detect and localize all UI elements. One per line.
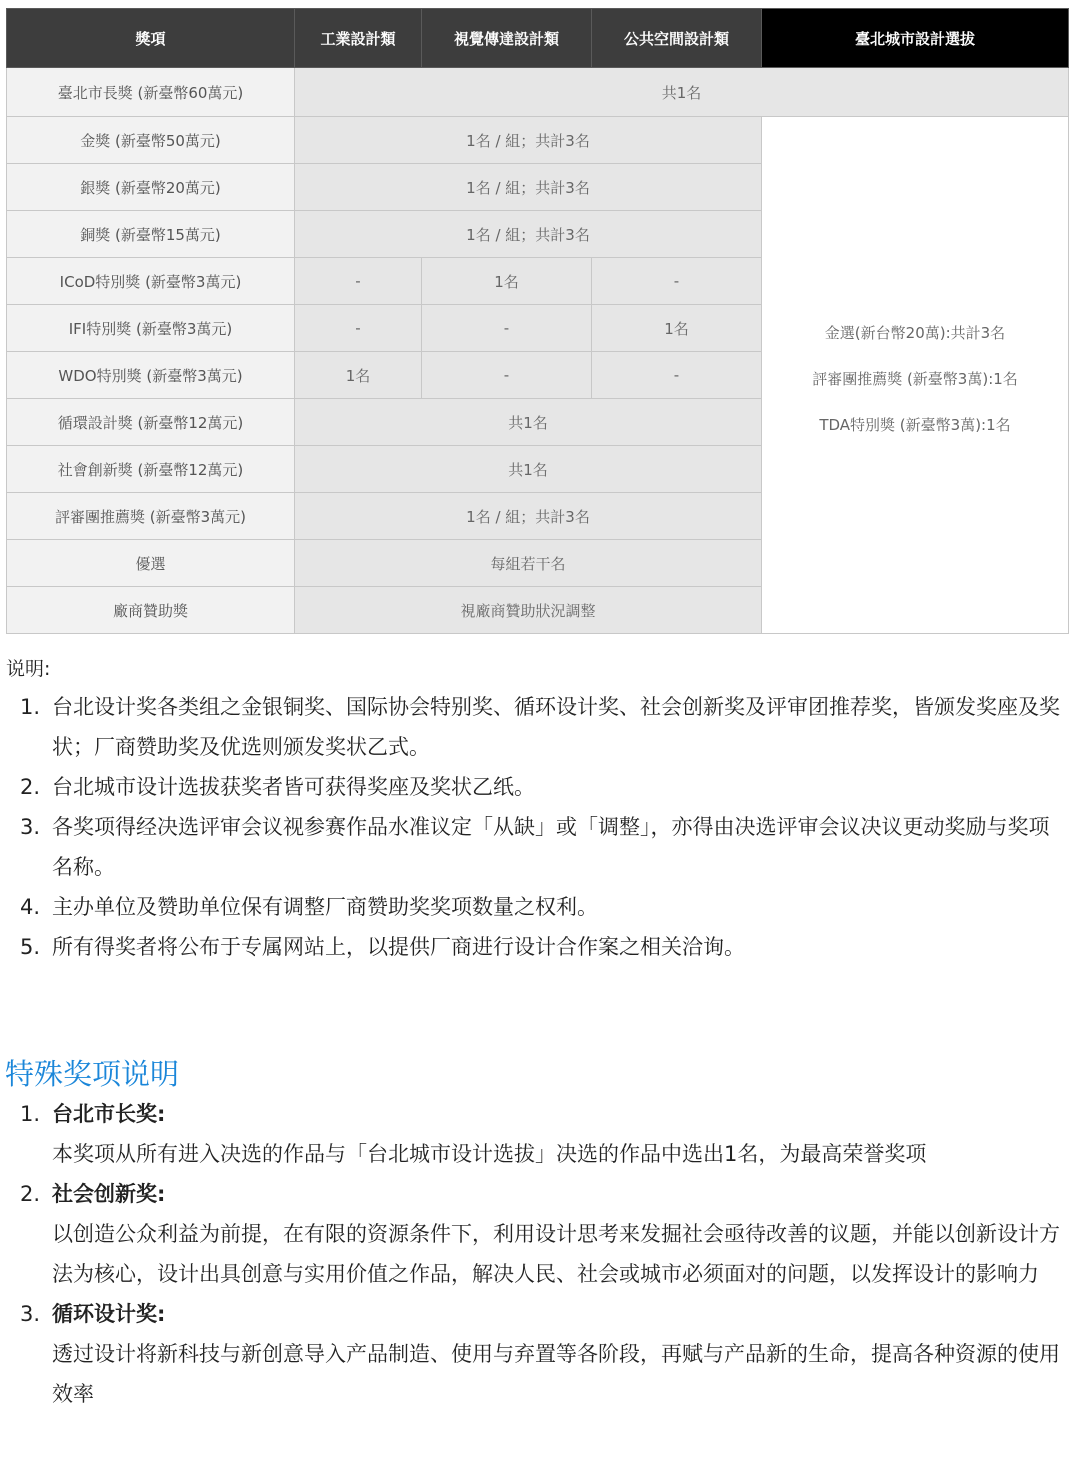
list-item-number: 1. bbox=[20, 1102, 41, 1126]
list-item bbox=[20, 1294, 1060, 1414]
award-value: 每組若干名 bbox=[295, 540, 762, 587]
award-name: ICoD特別獎 (新臺幣3萬元) bbox=[7, 258, 295, 305]
award-name: 廠商贊助獎 bbox=[7, 587, 295, 634]
notes-title: 说明: bbox=[6, 658, 51, 680]
award-name: 社會創新獎 (新臺幣12萬元) bbox=[7, 446, 295, 493]
award-name: 優選 bbox=[7, 540, 295, 587]
list-item-text: 台北城市设计选拔获奖者皆可获得奖座及奖状乙纸。 bbox=[52, 775, 535, 799]
list-item-number: 4. bbox=[20, 895, 41, 919]
award-cell-visual: - bbox=[422, 352, 592, 399]
header-award: 獎項 bbox=[7, 9, 295, 68]
special-award-heading: 台北市长奖: bbox=[52, 1102, 166, 1126]
award-value: 共1名 bbox=[295, 68, 1069, 117]
list-item-number: 1. bbox=[20, 695, 41, 719]
city-award-tda: TDA特別獎 (新臺幣3萬):1名 bbox=[819, 416, 1011, 434]
list-item-number: 5. bbox=[20, 935, 41, 959]
award-cell-industrial: - bbox=[295, 258, 422, 305]
list-item-text: 所有得奖者将公布于专属网站上，以提供厂商进行设计合作案之相关洽询。 bbox=[52, 935, 745, 959]
award-name: 循環設計獎 (新臺幣12萬元) bbox=[7, 399, 295, 446]
city-award-gold: 金選(新台幣20萬):共計3名 bbox=[824, 324, 1006, 342]
table-header-row bbox=[7, 9, 1069, 68]
special-award-heading: 社会创新奖: bbox=[52, 1182, 166, 1206]
special-awards-list bbox=[20, 1094, 1060, 1414]
award-value: 1名 / 組；共計3名 bbox=[295, 211, 762, 258]
list-item-body bbox=[52, 1294, 1060, 1414]
list-item-body bbox=[52, 1174, 1060, 1294]
list-item-number: 2. bbox=[20, 775, 41, 799]
list-item-number: 3. bbox=[20, 1302, 41, 1326]
table-row bbox=[7, 117, 1069, 164]
list-item bbox=[20, 887, 1060, 927]
award-cell-visual: 1名 bbox=[422, 258, 592, 305]
award-value: 1名 / 組；共計3名 bbox=[295, 493, 762, 540]
list-item-number: 2. bbox=[20, 1182, 41, 1206]
list-item-number: 3. bbox=[20, 815, 41, 839]
list-item-body bbox=[52, 1094, 1060, 1174]
header-industrial-design: 工業設計類 bbox=[295, 9, 422, 68]
list-item bbox=[20, 1174, 1060, 1294]
award-value: 1名 / 組；共計3名 bbox=[295, 164, 762, 211]
header-public-space: 公共空間設計類 bbox=[592, 9, 762, 68]
header-city-design: 臺北城市設計選拔 bbox=[762, 9, 1069, 68]
special-award-description: 以创造公众利益为前提，在有限的资源条件下，利用设计思考来发掘社会亟待改善的议题，并能以创新设计方法为核心，设计出具创意与实用价值之作品，解决人民、社会或城市必须面对的问题，以发挥设计的影响力 bbox=[52, 1222, 1060, 1286]
award-name: IFI特別獎 (新臺幣3萬元) bbox=[7, 305, 295, 352]
list-item bbox=[20, 807, 1060, 887]
award-name: 臺北市長獎 (新臺幣60萬元) bbox=[7, 68, 295, 117]
list-item bbox=[20, 927, 1060, 967]
award-value: 視廠商贊助狀況調整 bbox=[295, 587, 762, 634]
award-value: 共1名 bbox=[295, 399, 762, 446]
list-item-text: 各奖项得经决选评审会议视参赛作品水准议定「从缺」或「调整」，亦得由决选评审会议决议更动奖励与奖项名称。 bbox=[52, 815, 1050, 879]
award-name: WDO特別獎 (新臺幣3萬元) bbox=[7, 352, 295, 399]
award-cell-industrial: - bbox=[295, 305, 422, 352]
special-awards-title: 特殊奖项说明 bbox=[5, 1057, 180, 1091]
award-cell-public-space: - bbox=[592, 258, 762, 305]
award-cell-industrial: 1名 bbox=[295, 352, 422, 399]
notes-list bbox=[20, 687, 1060, 967]
city-design-awards-cell bbox=[762, 117, 1069, 634]
award-name: 評審團推薦獎 (新臺幣3萬元) bbox=[7, 493, 295, 540]
award-name: 銅獎 (新臺幣15萬元) bbox=[7, 211, 295, 258]
award-cell-public-space: 1名 bbox=[592, 305, 762, 352]
award-name: 銀獎 (新臺幣20萬元) bbox=[7, 164, 295, 211]
award-cell-public-space: - bbox=[592, 352, 762, 399]
award-name: 金獎 (新臺幣50萬元) bbox=[7, 117, 295, 164]
award-value: 共1名 bbox=[295, 446, 762, 493]
special-award-description: 本奖项从所有进入决选的作品与「台北城市设计选拔」决选的作品中选出1名，为最高荣誉奖项 bbox=[52, 1142, 927, 1166]
list-item-text: 台北设计奖各类组之金银铜奖、国际协会特别奖、循环设计奖、社会创新奖及评审团推荐奖，皆颁发奖座及奖状；厂商赞助奖及优选则颁发奖状乙式。 bbox=[52, 695, 1060, 759]
list-item-text: 主办单位及赞助单位保有调整厂商赞助奖奖项数量之权利。 bbox=[52, 895, 598, 919]
city-award-jury: 評審團推薦獎 (新臺幣3萬):1名 bbox=[812, 370, 1018, 388]
list-item bbox=[20, 1094, 1060, 1174]
award-value: 1名 / 組；共計3名 bbox=[295, 117, 762, 164]
award-cell-visual: - bbox=[422, 305, 592, 352]
awards-table bbox=[6, 8, 1069, 634]
special-award-heading: 循环设计奖: bbox=[52, 1302, 166, 1326]
header-visual-communication: 視覺傳達設計類 bbox=[422, 9, 592, 68]
special-award-description: 透过设计将新科技与新创意导入产品制造、使用与弃置等各阶段，再赋与产品新的生命，提高各种资源的使用效率 bbox=[52, 1342, 1060, 1406]
table-row bbox=[7, 68, 1069, 117]
list-item bbox=[20, 767, 1060, 807]
list-item bbox=[20, 687, 1060, 767]
